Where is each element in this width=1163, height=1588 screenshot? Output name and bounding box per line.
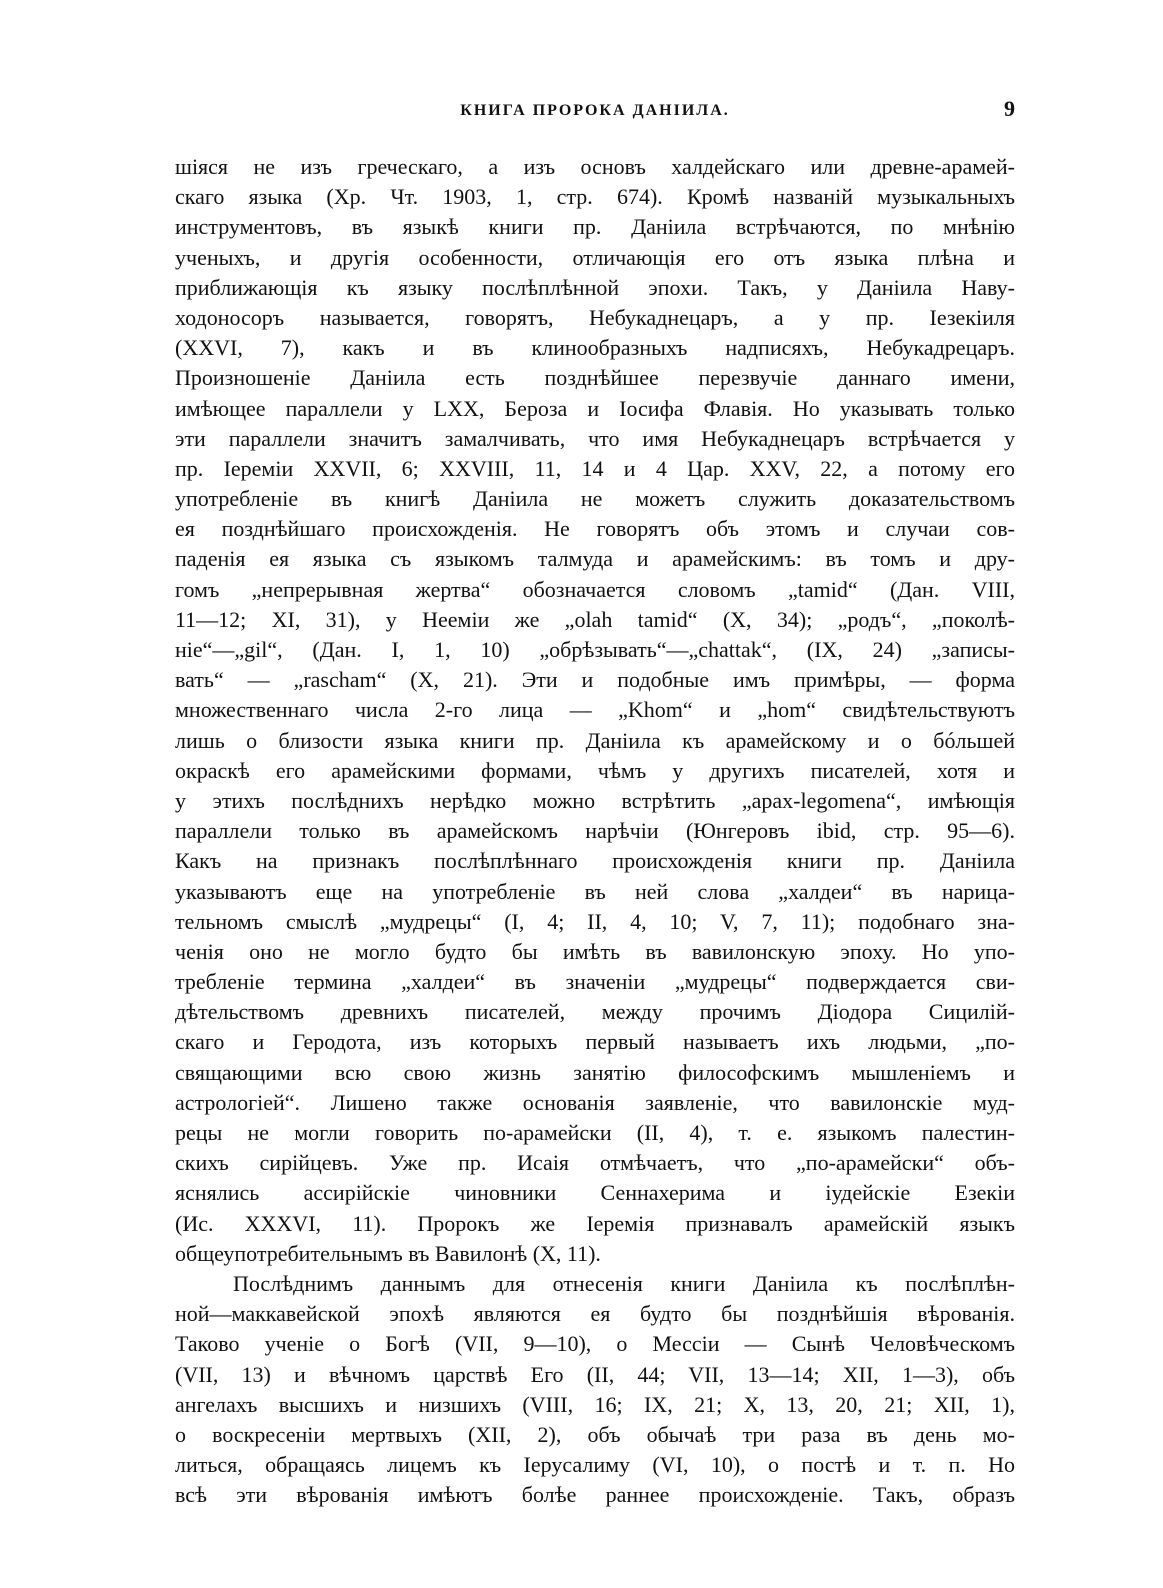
text-line: приближающiя къ языку послѣплѣнной эпохи. Такъ, у Данiила Наву- [175, 274, 1015, 300]
text-line: рецы не могли говорить по-арамейски (II, 4), т. е. языкомъ палестин- [175, 1120, 1015, 1145]
text-line: ангелахъ высшихъ и низшихъ (VIII, 16; IX, 21; X, 13, 20, 21; XII, 1), [175, 1391, 1015, 1417]
text-line: Произношенiе Данiила есть позднѣйшее перезвучiе даннаго имени, [175, 365, 1015, 391]
text-line-paragraph-end: общеупотребительнымъ въ Вавилонѣ (X, 11). [175, 1240, 601, 1266]
text-line: дѣтельствомъ древнихъ писателей, между прочимъ Дiодора Сицилiй- [175, 999, 1015, 1025]
text-line: вать“ — „rascham“ (X, 21). Эти и подобные имъ примѣры, — форма [175, 667, 1015, 693]
text-line: скаго и Геродота, изъ которыхъ первый называетъ ихъ людьми, „по- [175, 1029, 1015, 1055]
text-line: нiе“—„gil“, (Дан. I, 1, 10) „обрѣзывать“—„chattak“, (IX, 24) „записы- [175, 637, 1015, 662]
text-line: Таково ученiе о Богѣ (VII, 9—10), о Мессiи — Сынѣ Человѣческомъ [175, 1331, 1015, 1357]
text-line: параллели только въ арамейскомъ нарѣчiи (Юнгеровъ ibid, стр. 95—6). [175, 818, 1015, 844]
text-line: ученыхъ, и другiя особенности, отличающiя его отъ языка плѣна и [175, 244, 1015, 270]
text-line: ной—маккавейской эпохѣ являются ея будто бы позднѣйшiя вѣрованiя. [175, 1301, 1015, 1327]
text-line: литься, обращаясь лицемъ къ Iерусалиму (VI, 10), о постѣ и т. п. Но [175, 1452, 1015, 1478]
text-line: ея позднѣйшаго происхожденiя. Не говорятъ объ этомъ и случаи сов- [175, 516, 1015, 542]
text-line: свящающими всю свою жизнь занятiю философскимъ мышленiемъ и [175, 1059, 1015, 1085]
text-line: всѣ эти вѣрованiя имѣютъ болѣе раннее происхожденiе. Такъ, образъ [175, 1482, 1015, 1508]
text-line: (Ис. XXXVI, 11). Пророкъ же Iеремiя признавалъ арамейскiй языкъ [175, 1210, 1015, 1236]
text-line: тельномъ смыслѣ „мудрецы“ (I, 4; II, 4, 10; V, 7, 11); подобнаго зна- [175, 908, 1015, 934]
text-line: скихъ сирiйцевъ. Уже пр. Исаiя отмѣчаетъ, что „по-арамейски“ объ- [175, 1150, 1015, 1176]
text-line: ходоносоръ называется, говорятъ, Небукаднецаръ, а у пр. Iезекiиля [175, 304, 1015, 330]
text-line: употребленiе въ книгѣ Данiила не можетъ служить доказательствомъ [175, 486, 1015, 512]
body-text [175, 152, 1015, 1510]
text-line: окраскѣ его арамейскими формами, чѣмъ у другихъ писателей, хотя и [175, 757, 1015, 783]
text-line-paragraph-start: Послѣднимъ даннымъ для отнесенiя книги Данiила къ послѣплѣн- [233, 1270, 1015, 1296]
text-line: инструментовъ, въ языкѣ книги пр. Данiила встрѣчаются, по мнѣнiю [175, 214, 1015, 240]
text-line: у этихъ послѣднихъ нерѣдко можно встрѣтить „apax-legomena“, имѣющiя [175, 787, 1015, 813]
text-line: пр. Iеремiи XXVII, 6; XXVIII, 11, 14 и 4 Цар. XXV, 22, а потому его [175, 455, 1015, 481]
text-line: 11—12; XI, 31), у Неемiи же „olah tamid“ (X, 34); „родъ“, „поколѣ- [175, 606, 1015, 632]
running-title: КНИГА ПРОРОКА ДАНIИЛА. [460, 102, 730, 119]
text-line: лишь о близости языка книги пр. Данiила къ арамейскому и о бóльшей [175, 727, 1015, 753]
text-line: (VII, 13) и вѣчномъ царствѣ Его (II, 44; VII, 13—14; XII, 1—3), объ [175, 1361, 1015, 1387]
running-header [175, 96, 1015, 126]
text-line: гомъ „непрерывная жертва“ обозначается словомъ „tamid“ (Дан. VIII, [175, 576, 1015, 602]
text-line: требленiе термина „халдеи“ въ значенiи „мудрецы“ подверждается сви- [175, 969, 1015, 995]
text-line: Какъ на признакъ послѣплѣннаго происхожденiя книги пр. Данiила [175, 848, 1015, 874]
page-number: 9 [1004, 96, 1015, 121]
text-line: (XXVI, 7), какъ и въ клинообразныхъ надписяхъ, Небукадрецаръ. [175, 335, 1015, 361]
text-line: паденiя ея языка съ языкомъ талмуда и арамейскимъ: въ томъ и дру- [175, 546, 1015, 572]
text-line: о воскресенiи мертвыхъ (XII, 2), объ обычаѣ три раза въ день мо- [175, 1421, 1015, 1447]
text-line: скаго языка (Хр. Чт. 1903, 1, стр. 674). Кромѣ названiй музыкальныхъ [175, 184, 1015, 210]
text-line: имѣющее параллели у LXX, Бероза и Iосифа Флавiя. Но указывать только [175, 395, 1015, 421]
text-line: эти параллели значитъ замалчивать, что имя Небукаднецаръ встрѣчается у [175, 425, 1015, 451]
text-line: ченiя оно не могло будто бы имѣть въ вавилонскую эпоху. Но упо- [175, 938, 1015, 964]
text-line: шiяся не изъ греческаго, а изъ основъ халдейскаго или древне-арамей- [175, 154, 1015, 179]
text-line: яснялись ассирiйскiе чиновники Сеннахерима и iудейскiе Езекiи [175, 1180, 1015, 1206]
text-line: указываютъ еще на употребленiе въ ней слова „халдеи“ въ нарица- [175, 878, 1015, 904]
text-line: множественнаго числа 2-го лица — „Khom“ и „hom“ свидѣтельствуютъ [175, 697, 1015, 723]
text-line: астрологiей“. Лишено также основанiя заявленiе, что вавилонскiе муд- [175, 1089, 1015, 1115]
